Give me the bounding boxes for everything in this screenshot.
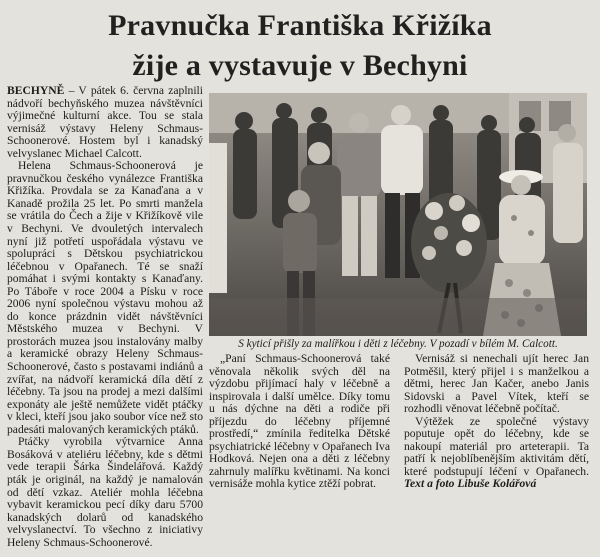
dateline: BECHYNĚ: [7, 84, 65, 97]
paragraph-4: „Paní Schmaus-Schoonerová také věnovala několik svých děl na výzdobu přijímací haly v léčebně a inspirovala i další umělce. Díky tomu u nás dýchne na děti a rodiče při příjezdu do léčebny příjemné prostředí,“ zmínila ředitelka Dětské psychiatrické léčebny v Opařanech Iva Hodková. Nejen ona a děti z léčebny zahrnuly malířku květinami. Na konci vernisáže mohla kytice ztěží pobrat.: [209, 352, 390, 491]
photo-crowd-vernissage: [209, 93, 587, 336]
article-column-2: [209, 353, 390, 491]
headline-line-2: žije a vystavuje v Bechyni: [132, 49, 468, 82]
headline-line-1: Pravnučka Františka Křižíka: [108, 9, 492, 42]
paragraph-6: [404, 416, 589, 491]
photo-caption: S kyticí přišly za malířkou i děti z léčebny. V pozadí v bílém M. Calcott.: [238, 338, 558, 350]
paragraph-6-text: Výtěžek ze společné výstavy poputuje opět do léčebny, kde se nakoupí materiál pro arteterapii. Ta patří k nejoblíbenějším aktivitám dětí, které podstupují léčení v Opařanech.: [404, 414, 589, 478]
paragraph-intro: [7, 85, 203, 160]
author-credit: Text a foto Libuše Kolářová: [404, 477, 537, 491]
paragraph-1-text: – V pátek 6. června zaplnili nádvoří bechyňského muzea návštěvníci výjimečné kulturní akce. Tou se stala vernisáž výstavy Heleny Schmaus-Schoonerové. Hostem byl i kanadský velvyslanec Michael Calcott.: [7, 84, 203, 160]
article-column-1: [7, 85, 203, 549]
paragraph-5: Vernisáž si nenechali ujít herec Jan Potměšil, který přijel i s manželkou a dětmi, herec Jan Kačer, anebo Janis Sidovski a Pavel Vítek, kteří se rozhodli věnovat léčebně počítač.: [404, 352, 589, 416]
paragraph-2: Helena Schmaus-Schoonerová je pravnučkou českého vynálezce Františka Křižíka. Provdala se za Kanaďana a v Kanadě prožila 25 let. Po smrti manžela se vrátila do Čech a žije v Křižíkově vile v Bechyni. Ve dvouletých intervalech nyní již potřetí uspořádala výstavu ve spolupráci s Dětskou psychiatrickou léčebnou v Opařanech. Té se snaží pomáhat i svými kontakty s Kanaďany. Po Táboře v roce 2004 a Písku v roce 2006 nyní společnou výstavu mohou až do konce prázdnin vidět návštěvníci Městského muzea v Bechyni. V prostorách muzea jsou instalovány malby a keramické obrazy Heleny Schmaus-Schoonerové, často s postavami indiánů a zvířat, na nádvoří keramická díla dětí z léčebny. Ta jsou na prodej a mezi dalšími exponáty ale ještě nemůžete vidět ptáčky v kleci, kteří jsou jako soubor více než sto padesáti malovaných keramických ptáků.: [7, 159, 203, 436]
paragraph-3: Ptáčky vyrobila výtvarnice Anna Bosáková v ateliéru léčebny, kde s dětmi vede terapii Šárka Šindelářová. Každý pták je originál, na každý je namalován od dětí vzkaz. Ateliér mohla léčebna vybavit keramickou pecí díky daru 5700 kanadských dolarů od kanadského velvyslanectví. To všechno z iniciativy Heleny Schmaus-Schoonerové.: [7, 435, 203, 549]
article-column-3: [404, 353, 589, 491]
headline: [0, 6, 600, 86]
article-photo: [209, 93, 587, 336]
